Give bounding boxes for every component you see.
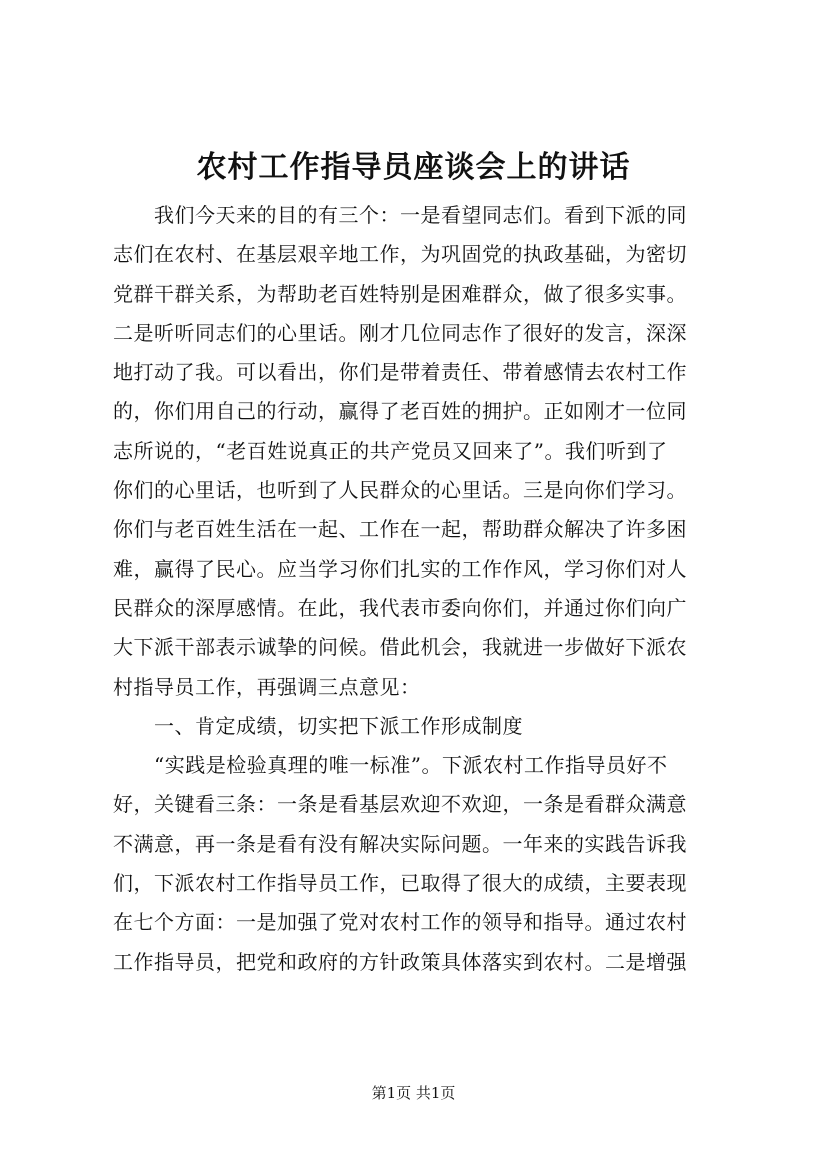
body-line: “实践是检验真理的唯一标准”。下派农村工作指导员好不 (113, 753, 668, 778)
body-line: 二是听听同志们的心里话。刚才几位同志作了很好的发言，深深 (113, 320, 687, 345)
body-line: 在七个方面：一是加强了党对农村工作的领导和指导。通过农村 (113, 910, 687, 935)
body-line: 的，你们用自己的行动，赢得了老百姓的拥护。正如刚才一位同 (113, 399, 687, 424)
body-line: 不满意，再一条是看有没有解决实际问题。一年来的实践告诉我 (113, 831, 687, 856)
body-line: 好，关键看三条：一条是看基层欢迎不欢迎，一条是看群众满意 (113, 792, 687, 817)
document-body (113, 196, 737, 982)
document-title: 农村工作指导员座谈会上的讲话 (196, 150, 631, 185)
body-line: 们，下派农村工作指导员工作，已取得了很大的成绩，主要表现 (113, 871, 687, 896)
body-line: 我们今天来的目的有三个：一是看望同志们。看到下派的同 (113, 203, 687, 227)
body-line: 地打动了我。可以看出，你们是带着责任、带着感情去农村工作 (113, 360, 687, 385)
body-line: 工作指导员，把党和政府的方针政策具体落实到农村。二是增强 (113, 949, 687, 974)
section-heading: 一、肯定成绩，切实把下派工作形成制度 (113, 713, 523, 738)
body-line: 大下派干部表示诚挚的问候。借此机会，我就进一步做好下派农 (113, 635, 687, 660)
body-line: 你们的心里话，也听到了人民群众的心里话。三是向你们学习。 (113, 478, 687, 503)
body-line: 志所说的，“老百姓说真正的共产党员又回来了”。我们听到了 (113, 438, 668, 463)
body-line: 村指导员工作，再强调三点意见： (113, 674, 421, 699)
body-line: 民群众的深厚感情。在此，我代表市委向你们，并通过你们向广 (113, 595, 687, 620)
body-line: 难，赢得了民心。应当学习你们扎实的工作作风，学习你们对人 (113, 556, 687, 581)
body-line: 志们在农村、在基层艰辛地工作，为巩固党的执政基础，为密切 (113, 242, 687, 267)
page-number-footer: 第1页 共1页 (371, 1084, 456, 1102)
body-line: 你们与老百姓生活在一起、工作在一起，帮助群众解决了许多困 (113, 517, 687, 542)
body-line: 党群干群关系，为帮助老百姓特别是困难群众，做了很多实事。 (113, 281, 687, 306)
